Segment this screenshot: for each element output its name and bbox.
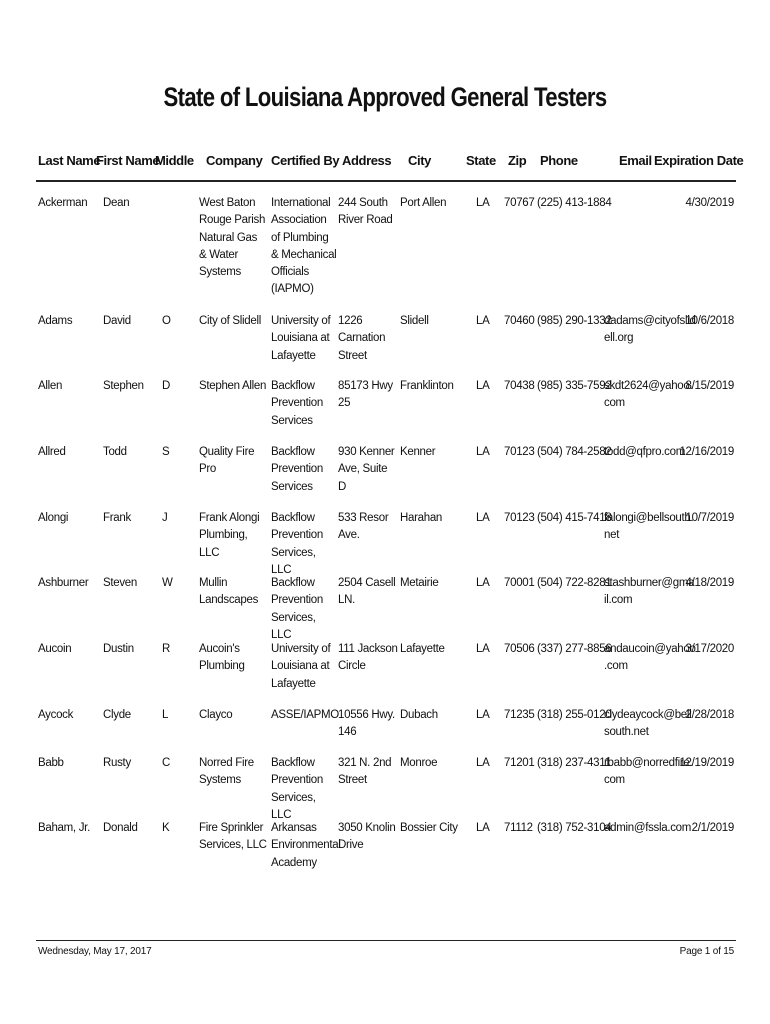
footer-date: Wednesday, May 17, 2017 [38, 946, 152, 957]
cell-city: Slidell [400, 315, 429, 327]
cell-email: rbabb@norredfire. com [604, 757, 693, 787]
cell-middle: W [162, 577, 173, 589]
cell-middle: K [162, 822, 170, 834]
cell-company: Quality Fire Pro [199, 446, 255, 476]
cell-phone: (985) 290-1332 [537, 315, 612, 327]
col-header-expiration-date: Expiration Date [654, 153, 744, 168]
col-header-last-name: Last Name [38, 153, 101, 168]
cell-zip: 71201 [504, 757, 535, 769]
cell-city: Metairie [400, 577, 439, 589]
cell-state: LA [476, 577, 490, 589]
cell-state: LA [476, 197, 490, 209]
cell-certified: ASSE/IAPMO [271, 709, 339, 721]
cell-city: Port Allen [400, 197, 447, 209]
header-divider [36, 180, 736, 182]
cell-company: Aucoin's Plumbing [199, 643, 245, 673]
cell-email: todd@qfpro.com [604, 446, 685, 458]
col-header-certified-by: Certified By [271, 153, 340, 168]
cell-certified: Arkansas Environmental Academy [271, 822, 341, 869]
cell-city: Lafayette [400, 643, 445, 655]
cell-middle: R [162, 643, 171, 655]
col-header-email: Email [619, 153, 652, 168]
col-header-state: State [466, 153, 496, 168]
cell-zip: 70767 [504, 197, 535, 209]
cell-zip: 70506 [504, 643, 535, 655]
cell-company: Mullin Landscapes [199, 577, 259, 607]
cell-zip: 71112 [504, 822, 533, 834]
cell-zip: 70460 [504, 315, 535, 327]
cell-exp: 10/6/2018 [685, 315, 734, 327]
cell-company: Stephen Allen [199, 380, 267, 392]
cell-middle: L [162, 709, 169, 721]
cell-email: andaucoin@yahoo .com [604, 643, 696, 673]
cell-state: LA [476, 446, 490, 458]
cell-email: clydeaycock@bell south.net [604, 709, 692, 739]
cell-address: 1226 Carnation Street [338, 315, 386, 362]
cell-last: Ashburner [38, 577, 89, 589]
cell-company: Clayco [199, 709, 233, 721]
cell-email: stashburner@gma il.com [604, 577, 695, 607]
cell-address: 930 Kenner Ave, Suite D [338, 446, 395, 493]
col-header-city: City [408, 153, 431, 168]
cell-first: David [103, 315, 131, 327]
cell-address: 111 Jackson Circle [338, 643, 398, 673]
cell-phone: (504) 415-7418 [537, 512, 612, 524]
cell-state: LA [476, 380, 490, 392]
cell-first: Donald [103, 822, 138, 834]
col-header-zip: Zip [508, 153, 527, 168]
cell-last: Adams [38, 315, 73, 327]
cell-last: Aycock [38, 709, 74, 721]
cell-first: Dean [103, 197, 130, 209]
cell-phone: (225) 413-1884 [537, 197, 612, 209]
cell-exp: 4/30/2019 [685, 197, 734, 209]
cell-first: Frank [103, 512, 131, 524]
cell-state: LA [476, 822, 490, 834]
cell-certified: International Association of Plumbing & Mechanical Officials (IAPMO) [271, 197, 337, 296]
cell-first: Stephen [103, 380, 144, 392]
cell-certified: University of Louisiana at Lafayette [271, 643, 331, 690]
cell-city: Harahan [400, 512, 443, 524]
col-header-first-name: First Name [96, 153, 160, 168]
cell-city: Franklinton [400, 380, 454, 392]
cell-zip: 70123 [504, 512, 535, 524]
cell-company: West Baton Rouge Parish Natural Gas & Water Systems [199, 197, 266, 279]
cell-email: skdt2624@yahoo. com [604, 380, 693, 410]
cell-last: Alongi [38, 512, 69, 524]
cell-certified: Backflow Prevention Services, LLC [271, 757, 323, 821]
cell-first: Clyde [103, 709, 131, 721]
cell-middle: D [162, 380, 171, 392]
page-title: State of Louisiana Approved General Testers [163, 82, 607, 112]
cell-city: Monroe [400, 757, 438, 769]
cell-middle: S [162, 446, 170, 458]
cell-first: Todd [103, 446, 127, 458]
cell-last: Allen [38, 380, 63, 392]
cell-first: Rusty [103, 757, 131, 769]
cell-email: admin@fssla.com [604, 822, 692, 834]
cell-last: Ackerman [38, 197, 88, 209]
cell-exp: 3/17/2020 [685, 643, 734, 655]
cell-certified: Backflow Prevention Services [271, 380, 323, 427]
cell-company: City of Slidell [199, 315, 261, 327]
cell-middle: O [162, 315, 171, 327]
cell-certified: Backflow Prevention Services, LLC [271, 512, 323, 576]
cell-address: 10556 Hwy. 146 [338, 709, 395, 739]
cell-zip: 70438 [504, 380, 535, 392]
cell-city: Kenner [400, 446, 436, 458]
cell-first: Dustin [103, 643, 134, 655]
cell-state: LA [476, 315, 490, 327]
col-header-company: Company [206, 153, 263, 168]
cell-company: Fire Sprinkler Services, LLC [199, 822, 267, 852]
cell-zip: 71235 [504, 709, 535, 721]
cell-last: Allred [38, 446, 66, 458]
cell-phone: (318) 237-4311 [537, 757, 611, 769]
cell-exp: 12/19/2019 [679, 757, 734, 769]
cell-address: 3050 Knolin Drive [338, 822, 396, 852]
cell-state: LA [476, 643, 490, 655]
cell-certified: Backflow Prevention Services, LLC [271, 577, 323, 641]
cell-first: Steven [103, 577, 138, 589]
cell-address: 85173 Hwy 25 [338, 380, 393, 410]
cell-state: LA [476, 709, 490, 721]
cell-exp: 12/16/2019 [679, 446, 734, 458]
cell-email: falongi@bellsouth. net [604, 512, 694, 542]
cell-phone: (318) 752-3104 [537, 822, 612, 834]
cell-address: 533 Resor Ave. [338, 512, 389, 542]
cell-exp: 2/28/2018 [685, 709, 734, 721]
cell-exp: 10/7/2019 [685, 512, 734, 524]
cell-zip: 70001 [504, 577, 535, 589]
cell-address: 2504 Casell LN. [338, 577, 396, 607]
col-header-phone: Phone [540, 153, 578, 168]
footer-page-number: Page 1 of 15 [679, 946, 734, 957]
col-header-middle: Middle [155, 153, 194, 168]
cell-last: Baham, Jr. [38, 822, 90, 834]
footer-divider [36, 940, 736, 941]
cell-company: Norred Fire Systems [199, 757, 254, 787]
cell-address: 321 N. 2nd Street [338, 757, 392, 787]
cell-certified: Backflow Prevention Services [271, 446, 323, 493]
cell-city: Dubach [400, 709, 438, 721]
cell-middle: J [162, 512, 168, 524]
cell-exp: 4/18/2019 [685, 577, 734, 589]
cell-state: LA [476, 512, 490, 524]
cell-phone: (985) 335-7592 [537, 380, 612, 392]
cell-last: Aucoin [38, 643, 72, 655]
cell-phone: (318) 255-0120 [537, 709, 612, 721]
cell-city: Bossier City [400, 822, 458, 834]
col-header-address: Address [342, 153, 392, 168]
cell-company: Frank Alongi Plumbing, LLC [199, 512, 260, 559]
cell-middle: C [162, 757, 171, 769]
cell-certified: University of Louisiana at Lafayette [271, 315, 331, 362]
cell-phone: (337) 277-8856 [537, 643, 612, 655]
cell-exp: 2/1/2019 [691, 822, 734, 834]
cell-address: 244 South River Road [338, 197, 393, 227]
cell-phone: (504) 722-8281 [537, 577, 612, 589]
cell-phone: (504) 784-2582 [537, 446, 612, 458]
cell-exp: 8/15/2019 [685, 380, 734, 392]
cell-zip: 70123 [504, 446, 535, 458]
cell-email: dadams@cityofslid ell.org [604, 315, 696, 345]
cell-last: Babb [38, 757, 64, 769]
cell-state: LA [476, 757, 490, 769]
